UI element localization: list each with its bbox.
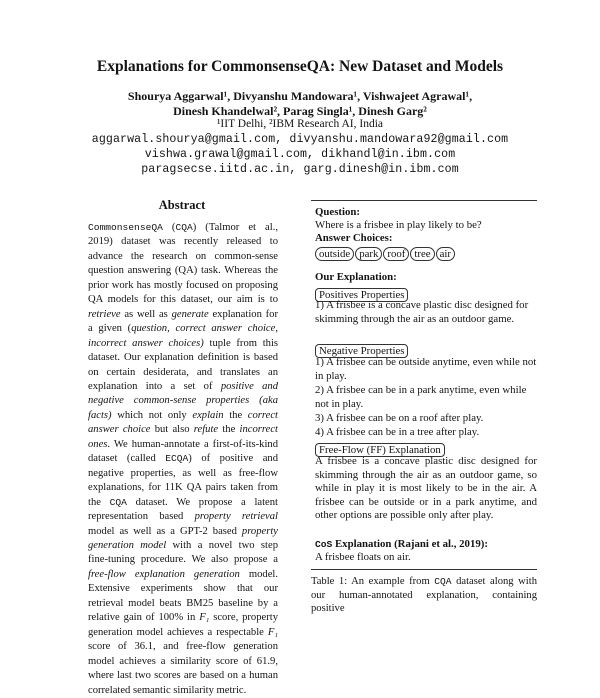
caption-text: CQA xyxy=(434,576,452,587)
positives-label: Positives Properties xyxy=(315,288,408,302)
abstract-text: correct answer choice xyxy=(88,409,278,436)
abstract-text: incorrect ones xyxy=(88,424,278,450)
abstract-text: property retrieval xyxy=(194,511,279,523)
caption-text: Table 1: An example from xyxy=(311,576,435,587)
abstract-text: question, correct answer choice, incorrect answer choices) xyxy=(88,323,278,349)
abstract-text: explanation for a given ( xyxy=(88,308,278,335)
affiliations: ¹IIT Delhi, ²IBM Research AI, India xyxy=(216,118,384,130)
authors-line-2: Dinesh Khandelwal², Parag Singla¹, Dinesh Garg² xyxy=(173,104,427,118)
our-explanation-label: Our Explanation: xyxy=(315,271,397,283)
abstract-text: positive and negative common-sense properties (aka facts) xyxy=(88,380,278,421)
abstract-text: but also xyxy=(150,424,194,436)
abstract-text: score of 36.1, and free-flow generation model achieves a similarity score of 61.9, where last two scores are based on a human correlated semantic similarity metric. xyxy=(88,641,278,696)
email-line-1: aggarwal.shourya@gmail.com, divyanshu.mandowara92@gmail.com xyxy=(91,133,509,146)
abstract-text: free-flow explanation generation xyxy=(88,568,240,580)
abstract-text: tuple from this dataset. Our explanation definition is based on certain desiderata, and translates an explanation into a set of xyxy=(88,337,279,392)
abstract-text: CQA xyxy=(109,496,127,508)
abstract-text: . We human-annotate a first-of-its-kind dataset (called xyxy=(88,438,278,465)
abstract-heading: Abstract xyxy=(158,198,206,212)
paper-title: Explanations for CommonsenseQA: New Dataset and Models xyxy=(96,58,504,75)
abstract-text: model as well as a GPT-2 based xyxy=(88,525,242,537)
choice-pill: air xyxy=(436,247,455,261)
negative-property: 4) A frisbee can be in a tree after play. xyxy=(315,426,480,438)
negative-property: 3) A frisbee can be on a roof after play. xyxy=(315,412,484,424)
abstract-text: score, property generation model achieves a respectable xyxy=(88,612,278,638)
free-flow-label: Free-Flow (FF) Explanation xyxy=(315,443,445,457)
choice-pill: roof xyxy=(383,247,409,261)
table-caption xyxy=(311,575,537,616)
choice-pill: tree xyxy=(410,247,434,261)
free-flow-text: A frisbee is a concave plastic disc designed for skimming through the air as an outdoor game, so while in play it is most likely to be in the air. A frisbee can be outside or in a park anytime, and other options are possible only after play. xyxy=(315,455,537,522)
answer-choices-label: Answer Choices: xyxy=(315,232,393,244)
choice-pill: park xyxy=(355,247,382,261)
abstract-text: model. Extensive experiments show that our retrieval model beats BM25 baseline by a relative gain of 100% in xyxy=(88,568,278,624)
cos-sc-text: CoS xyxy=(315,539,333,550)
abstract-text: explain xyxy=(192,409,224,421)
abstract-text: dataset. We propose a latent representation based xyxy=(88,496,278,523)
abstract-text: which not only xyxy=(111,409,193,421)
caption-text: dataset along with our human-annotated explanation, containing positive xyxy=(311,576,537,614)
abstract-text: ) of positive and negative properties, as well as free-flow explanations, for 11K QA pairs taken from the xyxy=(88,453,278,508)
abstract-text: ( xyxy=(162,222,176,233)
abstract-text: F₁ xyxy=(199,612,210,624)
cos-label-text: Explanation (Rajani et al., 2019): xyxy=(332,538,488,550)
abstract-text: ) (Talmor et al., 2019) dataset was recently released to advance the research on common-sense question answering (QA) task. Whereas the prior work has mostly focused on proposing QA models for this dataset, our aim is to xyxy=(88,222,278,306)
abstract-text: ECQA xyxy=(165,453,189,465)
abstract-text: generate xyxy=(171,308,209,320)
abstract-text: the xyxy=(223,409,248,421)
answer-choices xyxy=(315,244,456,262)
abstract-text: F₁ xyxy=(267,626,278,638)
negatives-label: Negative Properties xyxy=(315,344,408,358)
abstract-body xyxy=(88,221,278,698)
abstract-text: retrieve xyxy=(88,308,121,320)
abstract-text: CQA xyxy=(175,222,193,233)
email-line-3: paragsecse.iitd.ac.in, garg.dinesh@in.ibm.com xyxy=(141,163,459,176)
negative-property: 1) A frisbee can be outside anytime, even while not in play. xyxy=(315,356,537,382)
abstract-text: the xyxy=(218,424,240,436)
abstract-text: as well as xyxy=(120,308,172,320)
abstract-text: CommonsenseQA xyxy=(88,222,163,233)
negative-property: 2) A frisbee can be in a park anytime, even while not in play. xyxy=(315,384,527,410)
question-text: Where is a frisbee in play likely to be? xyxy=(315,219,482,231)
cos-explanation-label xyxy=(315,538,488,552)
choice-pill: outside xyxy=(315,247,354,261)
authors-line-1: Shourya Aggarwal¹, Divyanshu Mandowara¹, Vishwajeet Agrawal¹, xyxy=(127,89,473,103)
positive-property: 1) A frisbee is a concave plastic disc designed for skimming through the air as an outdoor game. xyxy=(315,299,529,325)
question-label: Question: xyxy=(315,206,360,218)
cos-explanation-text: A frisbee floats on air. xyxy=(315,551,411,563)
abstract-text: property generation model xyxy=(88,525,278,551)
abstract-text: with a novel two step fine-tuning procedure. We also propose a xyxy=(88,539,278,566)
abstract-text: refute xyxy=(193,424,219,436)
email-line-2: vishwa.grawal@gmail.com, dikhandl@in.ibm.com xyxy=(144,148,456,161)
